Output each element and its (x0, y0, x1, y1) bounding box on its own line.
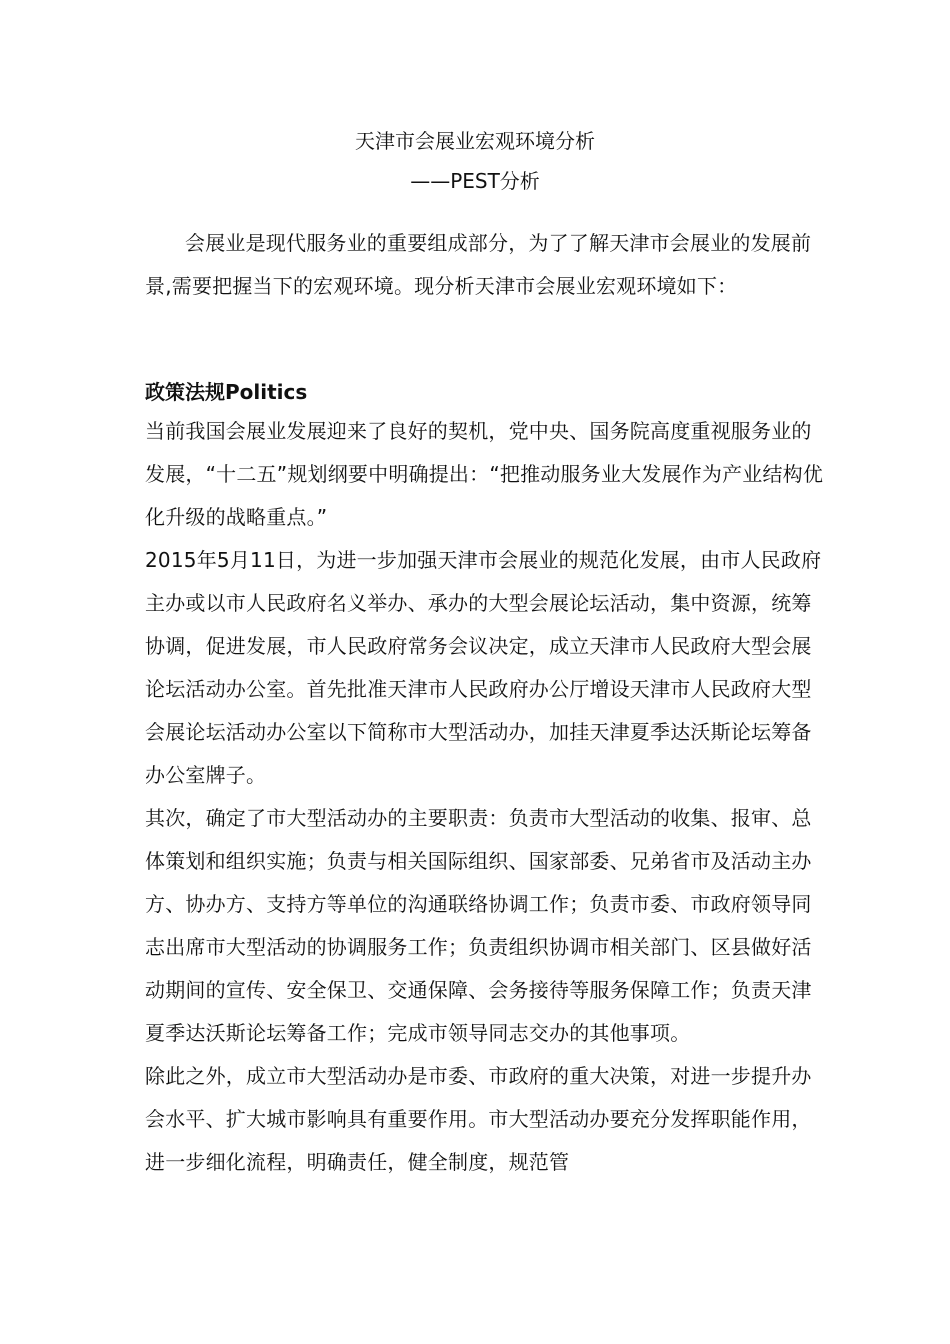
paragraph-2: 2015年5月11日，为进一步加强天津市会展业的规范化发展，由市人民政府主办或以市人民政府名义举办、承办的大型会展论坛活动，集中资源，统筹协调，促进发展，市人民政府常务会议决定，成立天津市人民政府大型会展论坛活动办公室。首先批准天津市人民政府办公厅增设天津市人民政府大型会展论坛活动办公室以下简称市大型活动办，加挂天津夏季达沃斯论坛筹备办公室牌子。 (145, 548, 822, 787)
intro-block (145, 222, 825, 308)
paragraph-4: 除此之外，成立市大型活动办是市委、市政府的重大决策，对进一步提升办会水平、扩大城市影响具有重要作用。市大型活动办要充分发挥职能作用，进一步细化流程，明确责任，健全制度，规范管 (145, 1064, 812, 1174)
intro-paragraph: 会展业是现代服务业的重要组成部分，为了了解天津市会展业的发展前景,需要把握当下的宏观环境。现分析天津市会展业宏观环境如下： (145, 231, 812, 298)
paragraph-3: 其次，确定了市大型活动办的主要职责：负责市大型活动的收集、报审、总体策划和组织实施；负责与相关国际组织、国家部委、兄弟省市及活动主办方、协办方、支持方等单位的沟通联络协调工作；负责市委、市政府领导同志出席市大型活动的协调服务工作；负责组织协调市相关部门、区县做好活动期间的宣传、安全保卫、交通保障、会务接待等服务保障工作；负责天津夏季达沃斯论坛筹备工作；完成市领导同志交办的其他事项。 (145, 806, 812, 1045)
paragraph-1: 当前我国会展业发展迎来了良好的契机，党中央、国务院高度重视服务业的发展，“十二五”规划纲要中明确提出：“把推动服务业大发展作为产业结构优化升级的战略重点。” (145, 419, 824, 529)
document-subtitle: ——PEST分析 (410, 169, 540, 193)
politics-section-body (145, 410, 825, 1184)
section-heading-politics: 政策法规Politics (145, 380, 308, 404)
document-title: 天津市会展业宏观环境分析 (355, 129, 595, 153)
